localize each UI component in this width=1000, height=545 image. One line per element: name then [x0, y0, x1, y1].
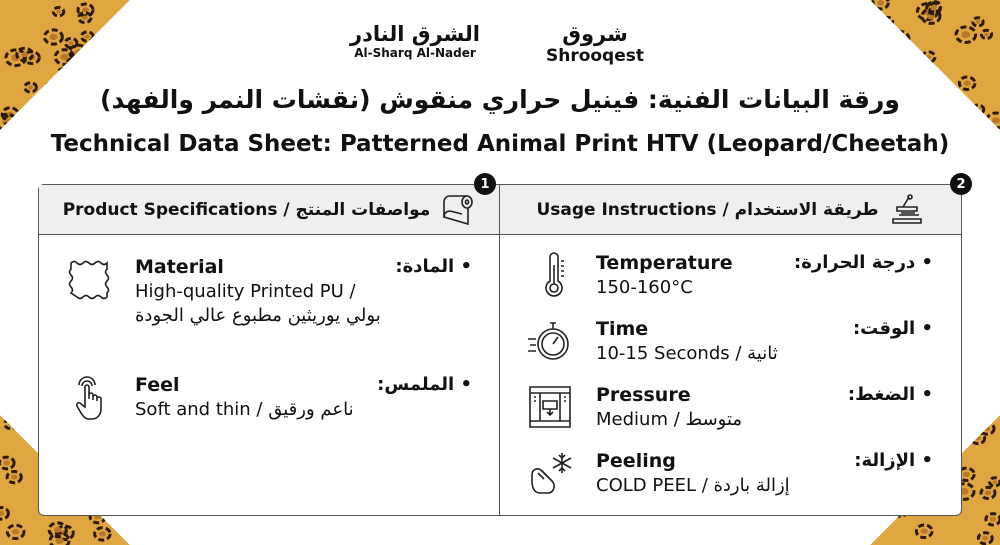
feel-label-en: Feel — [135, 374, 180, 396]
temperature-label-ar: • درجة الحرارة: — [794, 252, 933, 273]
fabric-swatch-icon — [65, 255, 113, 303]
brand-right-english: Shrooqest — [545, 46, 645, 66]
material-value-ar: بولي يوريثين مطبوع عالي الجودة — [135, 305, 381, 326]
feel-value: Soft and thin / ناعم ورقيق — [135, 399, 354, 420]
page-title-english: Technical Data Sheet: Patterned Animal Print HTV (Leopard/Cheetah) — [50, 131, 950, 157]
peeling-value: COLD PEEL / إزالة باردة — [596, 475, 790, 496]
temperature-label-en: Temperature — [596, 252, 733, 274]
touch-hand-icon — [65, 373, 113, 421]
thermometer-icon — [530, 251, 578, 299]
usage-instructions-panel — [499, 176, 966, 516]
pressure-value: Medium / متوسط — [596, 409, 743, 430]
section-number-badge: 1 — [474, 173, 496, 195]
brand-logos — [0, 22, 1000, 72]
pressure-label-en: Pressure — [596, 384, 691, 406]
pressure-label-ar: • الضغط: — [847, 384, 933, 405]
peeling-label-ar: • الإزالة: — [854, 450, 933, 471]
specs-header-title: Product Specifications / مواصفات المنتج — [62, 199, 431, 220]
usage-header — [500, 185, 961, 235]
brand-left-arabic: الشرق النادر — [350, 22, 481, 46]
cold-peel-icon — [526, 449, 574, 497]
time-value: 10-15 Seconds / ثانية — [596, 343, 778, 364]
usage-header-title: Usage Instructions / طريقة الاستخدام — [536, 199, 879, 220]
section-number-badge: 2 — [950, 173, 972, 195]
peeling-label-en: Peeling — [596, 450, 676, 472]
press-machine-icon — [526, 383, 574, 431]
vinyl-roll-icon — [440, 193, 476, 227]
temperature-value: 150-160°C — [596, 277, 693, 298]
material-label-en: Material — [135, 256, 224, 278]
stopwatch-icon — [526, 317, 574, 365]
brand-left-logo — [350, 22, 480, 61]
material-value: High-quality Printed PU / — [135, 281, 356, 302]
brand-right-arabic: شروق — [562, 22, 628, 46]
page-title-arabic: ورقة البيانات الفنية: فينيل حراري منقوش (نقشات النمر والفهد) — [100, 85, 900, 114]
time-label-en: Time — [596, 318, 649, 340]
feel-label-ar: • الملمس: — [377, 374, 472, 395]
brand-right-logo — [540, 22, 650, 66]
time-label-ar: • الوقت: — [852, 318, 933, 339]
specs-header — [39, 185, 500, 235]
brand-left-english: Al-Sharq Al-Nader — [354, 46, 476, 60]
product-specifications-panel — [38, 176, 500, 516]
material-label-ar: • المادة: — [395, 256, 472, 277]
heat-press-icon — [889, 193, 925, 227]
